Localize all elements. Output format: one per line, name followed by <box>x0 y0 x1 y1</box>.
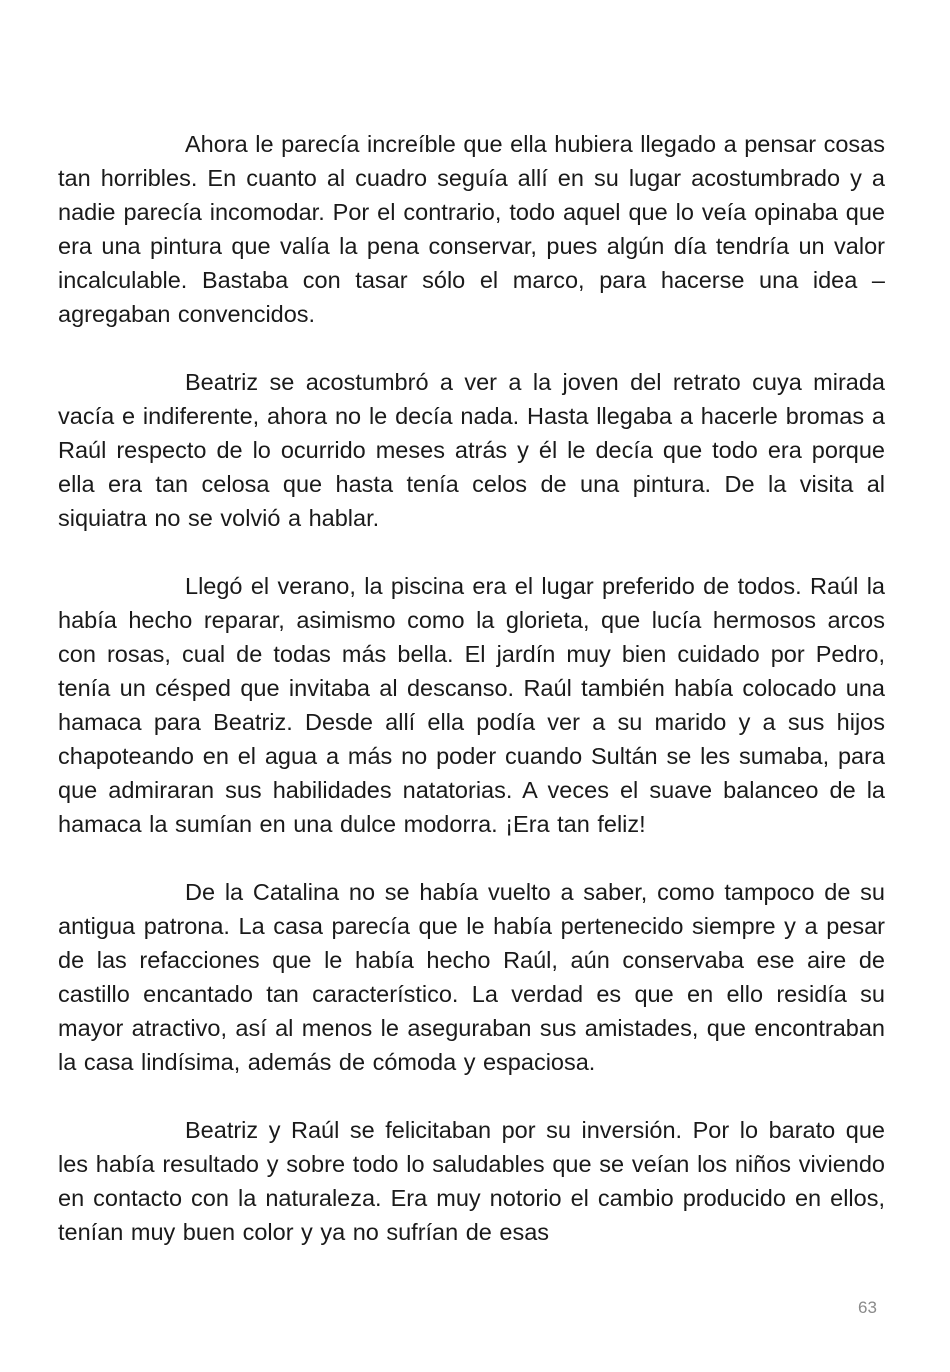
paragraph-3: Llegó el verano, la piscina era el lugar preferido de todos. Raúl la había hecho reparar, asimismo como la glorieta, que lucía hermosos arcos con rosas, cual de todas más bella. El jardín muy bien cuidado por Pedro, tenía un césped que invitaba al descanso. Raúl también había colocado una hamaca para Beatriz. Desde allí ella podía ver a su marido y a sus hijos chapoteando en el agua a más no poder cuando Sultán se les sumaba, para que admiraran sus habilidades natatorias. A veces el suave balanceo de la hamaca la sumían en una dulce modorra. ¡Era tan feliz! <box>58 573 885 837</box>
paragraph-1: Ahora le parecía increíble que ella hubiera llegado a pensar cosas tan horribles. En cuanto al cuadro seguía allí en su lugar acostumbrado y a nadie parecía incomodar. Por el contrario, todo aquel que lo veía opinaba que era una pintura que valía la pena conservar, pues algún día tendría un valor incalculable. Bastaba con tasar sólo el marco, para hacerse una idea – agregaban convencidos. <box>58 131 885 327</box>
paragraph-2: Beatriz se acostumbró a ver a la joven del retrato cuya mirada vacía e indiferente, ahora no le decía nada. Hasta llegaba a hacerle bromas a Raúl respecto de lo ocurrido meses atrás y él le decía que todo era porque ella era tan celosa que hasta tenía celos de una pintura. De la visita al siquiatra no se volvió a hablar. <box>58 369 885 531</box>
paragraph-5: Beatriz y Raúl se felicitaban por su inversión. Por lo barato que les había resultado y sobre todo lo saludables que se veían los niños viviendo en contacto con la naturaleza. Era muy notorio el cambio producido en ellos, tenían muy buen color y ya no sufrían de esas <box>58 1117 885 1245</box>
page-number: 63 <box>858 1298 877 1317</box>
paragraph-4: De la Catalina no se había vuelto a saber, como tampoco de su antigua patrona. La casa parecía que le había pertenecido siempre y a pesar de las refacciones que le había hecho Raúl, aún conservaba ese aire de castillo encantado tan característico. La verdad es que en ello residía su mayor atractivo, así al menos le aseguraban sus amistades, que encontraban la casa lindísima, además de cómoda y espaciosa. <box>58 879 885 1075</box>
page-body <box>58 127 885 1249</box>
